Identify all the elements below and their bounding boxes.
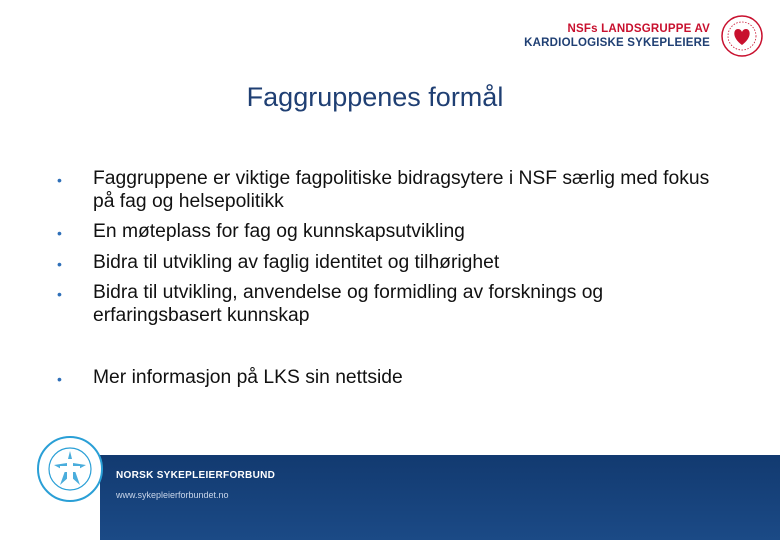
bullet-text: Bidra til utvikling, anvendelse og formidling av forsknings og erfaringsbasert kunnskap <box>93 282 604 326</box>
bullet-text: Faggruppene er viktige fagpolitiske bidragsytere i NSF særlig med fokus på fag og helsepolitikk <box>93 168 710 212</box>
brand-logo <box>524 14 764 58</box>
bullet-dot-icon: • <box>57 172 62 188</box>
bullet-dot-icon: • <box>57 225 62 241</box>
footer-band <box>100 455 780 540</box>
bullet-list <box>57 168 722 398</box>
bullet-item <box>57 221 722 244</box>
brand-text <box>524 22 710 50</box>
slide-title-text: Faggruppenes formål <box>246 82 504 112</box>
bullet-dot-icon: • <box>57 371 62 387</box>
bullet-item <box>57 282 722 327</box>
bullet-item <box>57 168 722 213</box>
nsf-seal-icon <box>36 435 104 503</box>
footer-url: www.sykepleierforbundet.no <box>116 490 229 500</box>
bullet-text: Mer informasjon på LKS sin nettside <box>93 367 403 388</box>
brand-line-2: KARDIOLOGISKE SYKEPLEIERE <box>524 37 710 49</box>
bullet-dot-icon: • <box>57 255 62 272</box>
slide-title <box>0 82 780 113</box>
bullet-text: Bidra til utvikling av faglig identitet og tilhørighet <box>93 251 500 273</box>
bullet-dot-icon: • <box>57 286 62 302</box>
bullet-item <box>57 367 722 390</box>
bullet-item <box>57 251 722 275</box>
footer <box>0 435 780 540</box>
heart-seal-icon <box>720 14 764 58</box>
footer-org-name: NORSK SYKEPLEIERFORBUND <box>116 470 276 481</box>
bullet-text: En møteplass for fag og kunnskapsutvikling <box>93 221 465 242</box>
brand-line-1: NSFs LANDSGRUPPE AV <box>567 23 710 35</box>
